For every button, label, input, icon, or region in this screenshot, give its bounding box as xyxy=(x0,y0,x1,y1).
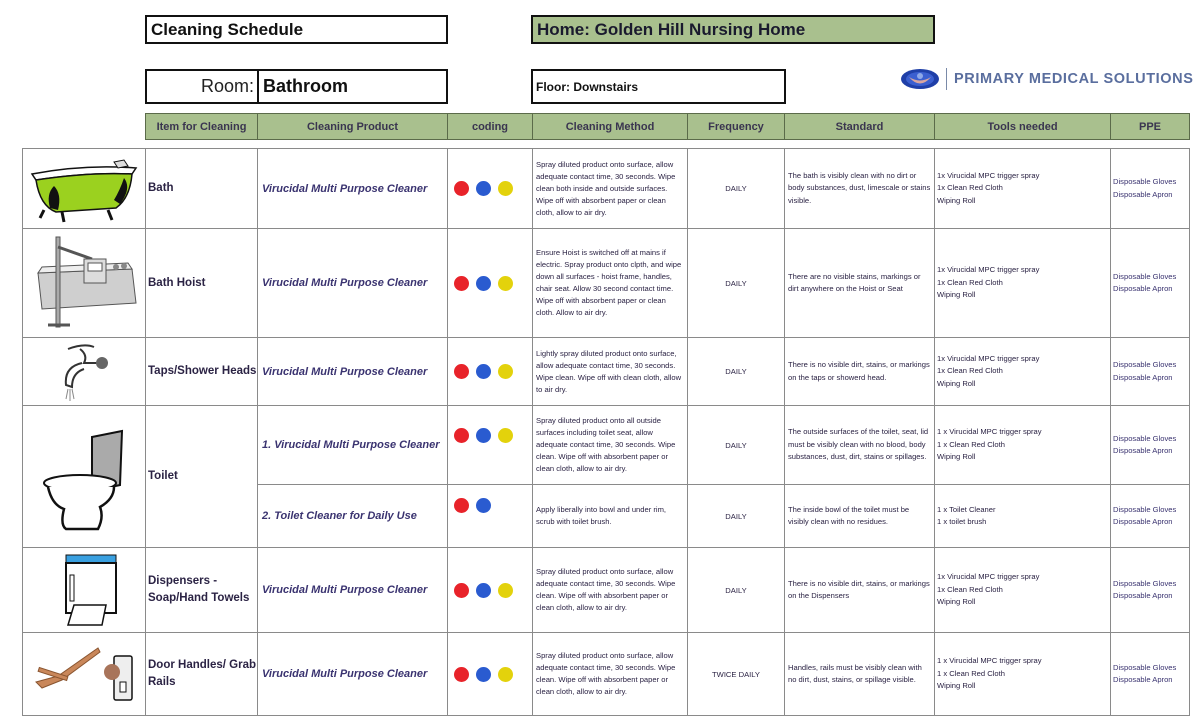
color-coding xyxy=(447,228,533,338)
tool-item: Wiping Roll xyxy=(937,597,976,607)
frequency: DAILY xyxy=(687,547,785,633)
standard: There is no visible dirt, stains, or markings on the taps or showerd head. xyxy=(784,337,935,406)
schedule-title-text: Cleaning Schedule xyxy=(151,19,304,39)
blue-code-dot xyxy=(476,428,491,443)
room-label: Room: xyxy=(147,71,259,102)
company-emblem-icon xyxy=(900,68,940,90)
cleaning-method: Spray diluted product onto all outside surfaces including toilet seat, allow adequate contact time, 30 seconds. Wipe clean. Wipe off with absorbent paper or clean cloth, allow to air dry. xyxy=(532,405,688,485)
cleaning-method: Spray diluted product onto surface, allow adequate contact time, 30 seconds. Wipe clean. Wipe off with absorbent paper or clean cloth, allow to air dry. xyxy=(532,632,688,716)
ppe-item: Disposable Gloves xyxy=(1113,271,1177,281)
home-name-text: Home: Golden Hill Nursing Home xyxy=(537,19,806,39)
ppe xyxy=(1110,337,1190,406)
blue-code-dot xyxy=(476,181,491,196)
frequency: DAILY xyxy=(687,484,785,548)
tool-item: 1x Clean Red Cloth xyxy=(937,366,1003,376)
tool-item: 1x Virucidal MPC trigger spray xyxy=(937,265,1040,275)
standard: There are no visible stains, markings or dirt anywhere on the Hoist or Seat xyxy=(784,228,935,338)
yellow-code-dot xyxy=(498,181,513,196)
product-name: Virucidal Multi Purpose Cleaner xyxy=(257,228,448,338)
blue-code-dot xyxy=(476,276,491,291)
cleaning-method: Spray diluted product onto surface, allow adequate contact time, 30 seconds. Wipe clean both inside and outside surfaces. Wipe off with absorbent paper or clean cloth, allow to air dry. xyxy=(532,148,688,229)
logo-separator xyxy=(946,68,947,90)
row-image-cell xyxy=(22,148,146,229)
ppe xyxy=(1110,547,1190,633)
tool-item: 1 x Clean Red Cloth xyxy=(937,668,1005,678)
row-image-cell xyxy=(22,337,146,406)
item-name: Taps/Shower Heads xyxy=(145,337,258,406)
tools-needed xyxy=(934,337,1111,406)
room-box xyxy=(145,69,448,104)
row-image-cell xyxy=(22,632,146,716)
yellow-code-dot xyxy=(498,583,513,598)
color-coding xyxy=(447,337,533,406)
product-name: Virucidal Multi Purpose Cleaner xyxy=(257,547,448,633)
red-code-dot xyxy=(454,583,469,598)
color-coding xyxy=(447,547,533,633)
ppe-item: Disposable Apron xyxy=(1113,284,1173,293)
cleaning-method: Spray diluted product onto surface, allow adequate contact time, 30 seconds. Wipe clean. Wipe off with absorbent paper or clean cloth, allow to air dry. xyxy=(532,547,688,633)
row-image-cell xyxy=(22,547,146,633)
product-name: 1. Virucidal Multi Purpose Cleaner xyxy=(257,405,448,485)
standard: There is no visible dirt, stains, or markings on the Dispensers xyxy=(784,547,935,633)
door-handle-icon xyxy=(28,642,140,706)
tool-item: 1x Clean Red Cloth xyxy=(937,183,1003,193)
yellow-code-dot xyxy=(498,667,513,682)
product-name: Virucidal Multi Purpose Cleaner xyxy=(257,148,448,229)
color-coding xyxy=(447,632,533,716)
standard: The inside bowl of the toilet must be visibly clean with no residues. xyxy=(784,484,935,548)
room-value: Bathroom xyxy=(263,76,348,96)
color-coding xyxy=(447,405,533,485)
frequency: TWICE DAILY xyxy=(687,632,785,716)
tools-needed xyxy=(934,405,1111,485)
tool-item: 1 x Virucidal MPC trigger spray xyxy=(937,656,1042,666)
tool-item: 1x Virucidal MPC trigger spray xyxy=(937,353,1040,363)
floor-text: Floor: Downstairs xyxy=(536,79,639,94)
tools-needed xyxy=(934,632,1111,716)
col-header-frequency: Frequency xyxy=(687,113,785,140)
item-name: Toilet xyxy=(145,405,258,548)
tools-needed xyxy=(934,547,1111,633)
tool-item: 1x Clean Red Cloth xyxy=(937,584,1003,594)
tool-item: Wiping Roll xyxy=(937,378,976,388)
ppe xyxy=(1110,632,1190,716)
product-name: Virucidal Multi Purpose Cleaner xyxy=(257,337,448,406)
item-name: Dispensers - Soap/Hand Towels xyxy=(145,547,258,633)
ppe-item: Disposable Gloves xyxy=(1113,662,1177,672)
frequency: DAILY xyxy=(687,337,785,406)
ppe-item: Disposable Gloves xyxy=(1113,433,1177,443)
tap-icon xyxy=(54,341,114,403)
red-code-dot xyxy=(454,364,469,379)
standard: The outside surfaces of the toilet, seat, lid must be visibly clean with no blood, body substances, dust, dirt, stains or spillages. xyxy=(784,405,935,485)
ppe-item: Disposable Apron xyxy=(1113,591,1173,600)
item-name: Bath Hoist xyxy=(145,228,258,338)
home-name-box xyxy=(531,15,935,44)
ppe xyxy=(1110,148,1190,229)
blue-code-dot xyxy=(476,364,491,379)
item-name: Door Handles/ Grab Rails xyxy=(145,632,258,716)
red-code-dot xyxy=(454,276,469,291)
ppe-item: Disposable Apron xyxy=(1113,517,1173,526)
item-name: Bath xyxy=(145,148,258,229)
tool-item: 1 x toilet brush xyxy=(937,517,987,526)
blue-code-dot xyxy=(476,667,491,682)
tool-item: 1 x Clean Red Cloth xyxy=(937,439,1005,449)
yellow-code-dot xyxy=(498,364,513,379)
frequency: DAILY xyxy=(687,405,785,485)
col-header-item: Item for Cleaning xyxy=(145,113,258,140)
standard: The bath is visibly clean with no dirt or body substances, dust, limescale or stains visible. xyxy=(784,148,935,229)
tool-item: 1x Clean Red Cloth xyxy=(937,277,1003,287)
ppe-item: Disposable Gloves xyxy=(1113,177,1177,186)
cleaning-method: Lightly spray diluted product onto surface, allow adequate contact time, 30 seconds. Wipe clean. Wipe off with clean cloth, allow to air dry. xyxy=(532,337,688,406)
ppe-item: Disposable Apron xyxy=(1113,372,1173,382)
tool-item: 1 x Virucidal MPC trigger spray xyxy=(937,427,1042,437)
ppe-item: Disposable Gloves xyxy=(1113,504,1177,514)
yellow-code-dot xyxy=(498,276,513,291)
bath-hoist-icon xyxy=(28,233,140,333)
tools-needed xyxy=(934,228,1111,338)
dispenser-icon xyxy=(44,551,124,629)
toilet-icon xyxy=(34,417,134,537)
yellow-code-dot xyxy=(498,428,513,443)
ppe-item: Disposable Gloves xyxy=(1113,360,1177,369)
tool-item: 1x Virucidal MPC trigger spray xyxy=(937,170,1040,180)
ppe-item: Disposable Apron xyxy=(1113,189,1173,199)
col-header-ppe: PPE xyxy=(1110,113,1190,140)
blue-code-dot xyxy=(476,583,491,598)
tool-item: 1x Virucidal MPC trigger spray xyxy=(937,572,1040,582)
standard: Handles, rails must be visibly clean with no dirt, dust, stains, or spillage visible. xyxy=(784,632,935,716)
row-image-cell xyxy=(22,228,146,338)
ppe-item: Disposable Apron xyxy=(1113,675,1173,684)
ppe-item: Disposable Apron xyxy=(1113,446,1173,455)
col-header-standard: Standard xyxy=(784,113,935,140)
tool-item: Wiping Roll xyxy=(937,681,976,691)
company-logo xyxy=(900,66,1194,92)
color-coding xyxy=(447,148,533,229)
tools-needed xyxy=(934,148,1111,229)
red-code-dot xyxy=(454,667,469,682)
company-name: PRIMARY MEDICAL SOLUTIONS xyxy=(954,71,1194,87)
ppe-item: Disposable Gloves xyxy=(1113,578,1177,588)
col-header-tools: Tools needed xyxy=(934,113,1111,140)
cleaning-method: Apply liberally into bowl and under rim, scrub with toilet brush. xyxy=(532,484,688,548)
ppe xyxy=(1110,405,1190,485)
tool-item: 1 x Toilet Cleaner xyxy=(937,504,996,514)
schedule-title xyxy=(145,15,448,44)
tool-item: Wiping Roll xyxy=(937,195,976,205)
tool-item: Wiping Roll xyxy=(937,290,976,300)
row-image-cell xyxy=(22,405,146,548)
blue-code-dot xyxy=(476,498,491,513)
color-coding xyxy=(447,484,533,548)
tool-item: Wiping Roll xyxy=(937,452,976,462)
tools-needed xyxy=(934,484,1111,548)
ppe xyxy=(1110,228,1190,338)
red-code-dot xyxy=(454,428,469,443)
cleaning-method: Ensure Hoist is switched off at mains if electric. Spray product onto clpth, and wipe down all surfaces - hoist frame, handles, chair seat. Allow 30 second contact time. Wipe off with absorbent paper or clean cloth. Allow to air dry. xyxy=(532,228,688,338)
frequency: DAILY xyxy=(687,148,785,229)
red-code-dot xyxy=(454,181,469,196)
ppe xyxy=(1110,484,1190,548)
col-header-product: Cleaning Product xyxy=(257,113,448,140)
col-header-coding: coding xyxy=(447,113,533,140)
product-name: 2. Toilet Cleaner for Daily Use xyxy=(257,484,448,548)
bath-icon xyxy=(28,154,140,224)
col-header-method: Cleaning Method xyxy=(532,113,688,140)
floor-box xyxy=(531,69,786,104)
frequency: DAILY xyxy=(687,228,785,338)
product-name: Virucidal Multi Purpose Cleaner xyxy=(257,632,448,716)
red-code-dot xyxy=(454,498,469,513)
